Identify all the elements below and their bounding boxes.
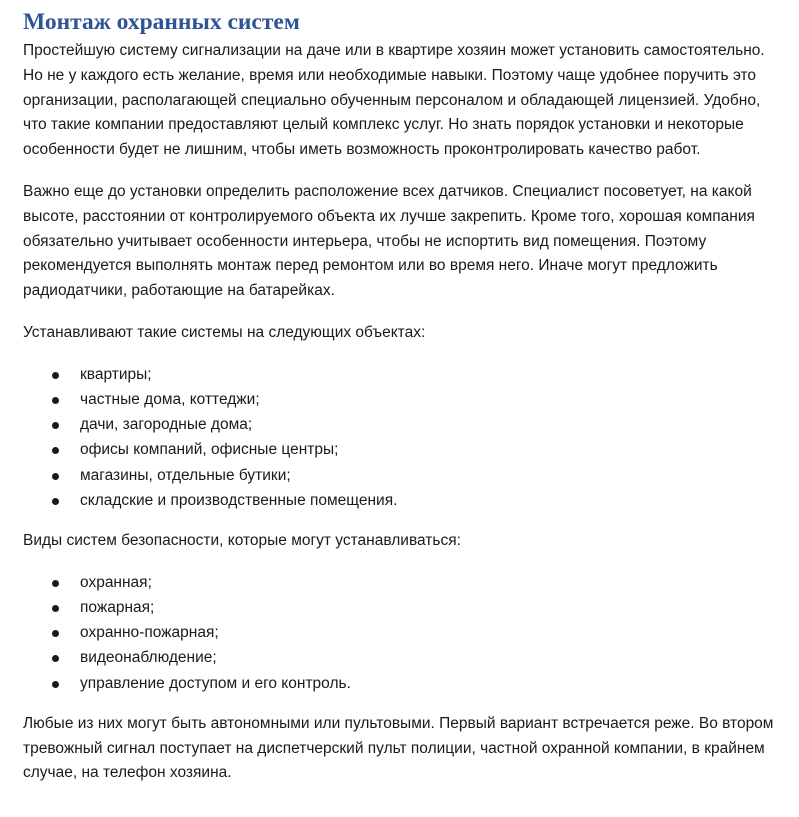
list-item	[23, 570, 783, 595]
list-item	[23, 387, 783, 412]
bullet-icon	[52, 473, 59, 480]
bullet-icon	[52, 580, 59, 587]
list-item	[23, 671, 783, 696]
bullet-icon	[52, 498, 59, 505]
objects-list	[23, 362, 783, 513]
list-item-text: пожарная;	[80, 598, 155, 616]
list-item-text: дачи, загородные дома;	[80, 416, 253, 434]
list-item	[23, 595, 783, 620]
systems-list	[23, 570, 783, 696]
sensors-paragraph: Важно еще до установки определить расположение всех датчиков. Специалист посоветует, на какой высоте, расстоянии от контролируемого объекта их лучше закрепить. Кроме того, хорошая компания обязательно учитывает особенности интерьера, чтобы не испортить вид помещения. Поэтому рекомендуется выполнять монтаж перед ремонтом или во время него. Иначе могут предложить радиодатчики, работающие на батарейках.	[23, 182, 755, 300]
list-item-text: управление доступом и его контроль.	[80, 674, 351, 692]
list-item-text: складские и производственные помещения.	[80, 491, 398, 509]
bullet-icon	[52, 422, 59, 429]
list-item	[23, 362, 783, 387]
page-title: Монтаж охранных систем	[23, 9, 300, 35]
bullet-icon	[52, 655, 59, 662]
bullet-icon	[52, 681, 59, 688]
list-item-text: частные дома, коттеджи;	[80, 390, 260, 408]
document-page	[23, 8, 783, 786]
bullet-icon	[52, 397, 59, 404]
bullet-icon	[52, 372, 59, 379]
bullet-icon	[52, 447, 59, 454]
list-item	[23, 437, 783, 462]
bullet-icon	[52, 605, 59, 612]
list-item	[23, 620, 783, 645]
list-item-text: офисы компаний, офисные центры;	[80, 441, 339, 459]
list-item	[23, 463, 783, 488]
list-item	[23, 412, 783, 437]
list-item	[23, 488, 783, 513]
list-item-text: охранно-пожарная;	[80, 624, 219, 642]
intro-paragraph: Простейшую систему сигнализации на даче или в квартире хозяин может установить самостоятельно. Но не у каждого есть желание, время или необходимые навыки. Поэтому чаще удобнее поручить это организации, располагающей специально обученным персоналом и обладающей лицензией. Удобно, что такие компании предоставляют целый комплекс услуг. Но знать порядок установки и некоторые особенности будет не лишним, чтобы иметь возможность проконтролировать качество работ.	[23, 42, 765, 159]
list-item-text: квартиры;	[80, 365, 152, 383]
systems-intro: Виды систем безопасности, которые могут устанавливаться:	[23, 531, 461, 549]
list-item-text: магазины, отдельные бутики;	[80, 466, 291, 484]
list-item-text: охранная;	[80, 573, 152, 591]
final-paragraph: Любые из них могут быть автономными или пультовыми. Первый вариант встречается реже. Во втором тревожный сигнал поступает на диспетчерский пульт полиции, частной охранной компании, в крайнем случае, на телефон хозяина.	[23, 714, 774, 782]
list-item-text: видеонаблюдение;	[80, 649, 217, 667]
list-item	[23, 645, 783, 670]
objects-intro: Устанавливают такие системы на следующих объектах:	[23, 323, 426, 341]
bullet-icon	[52, 630, 59, 637]
